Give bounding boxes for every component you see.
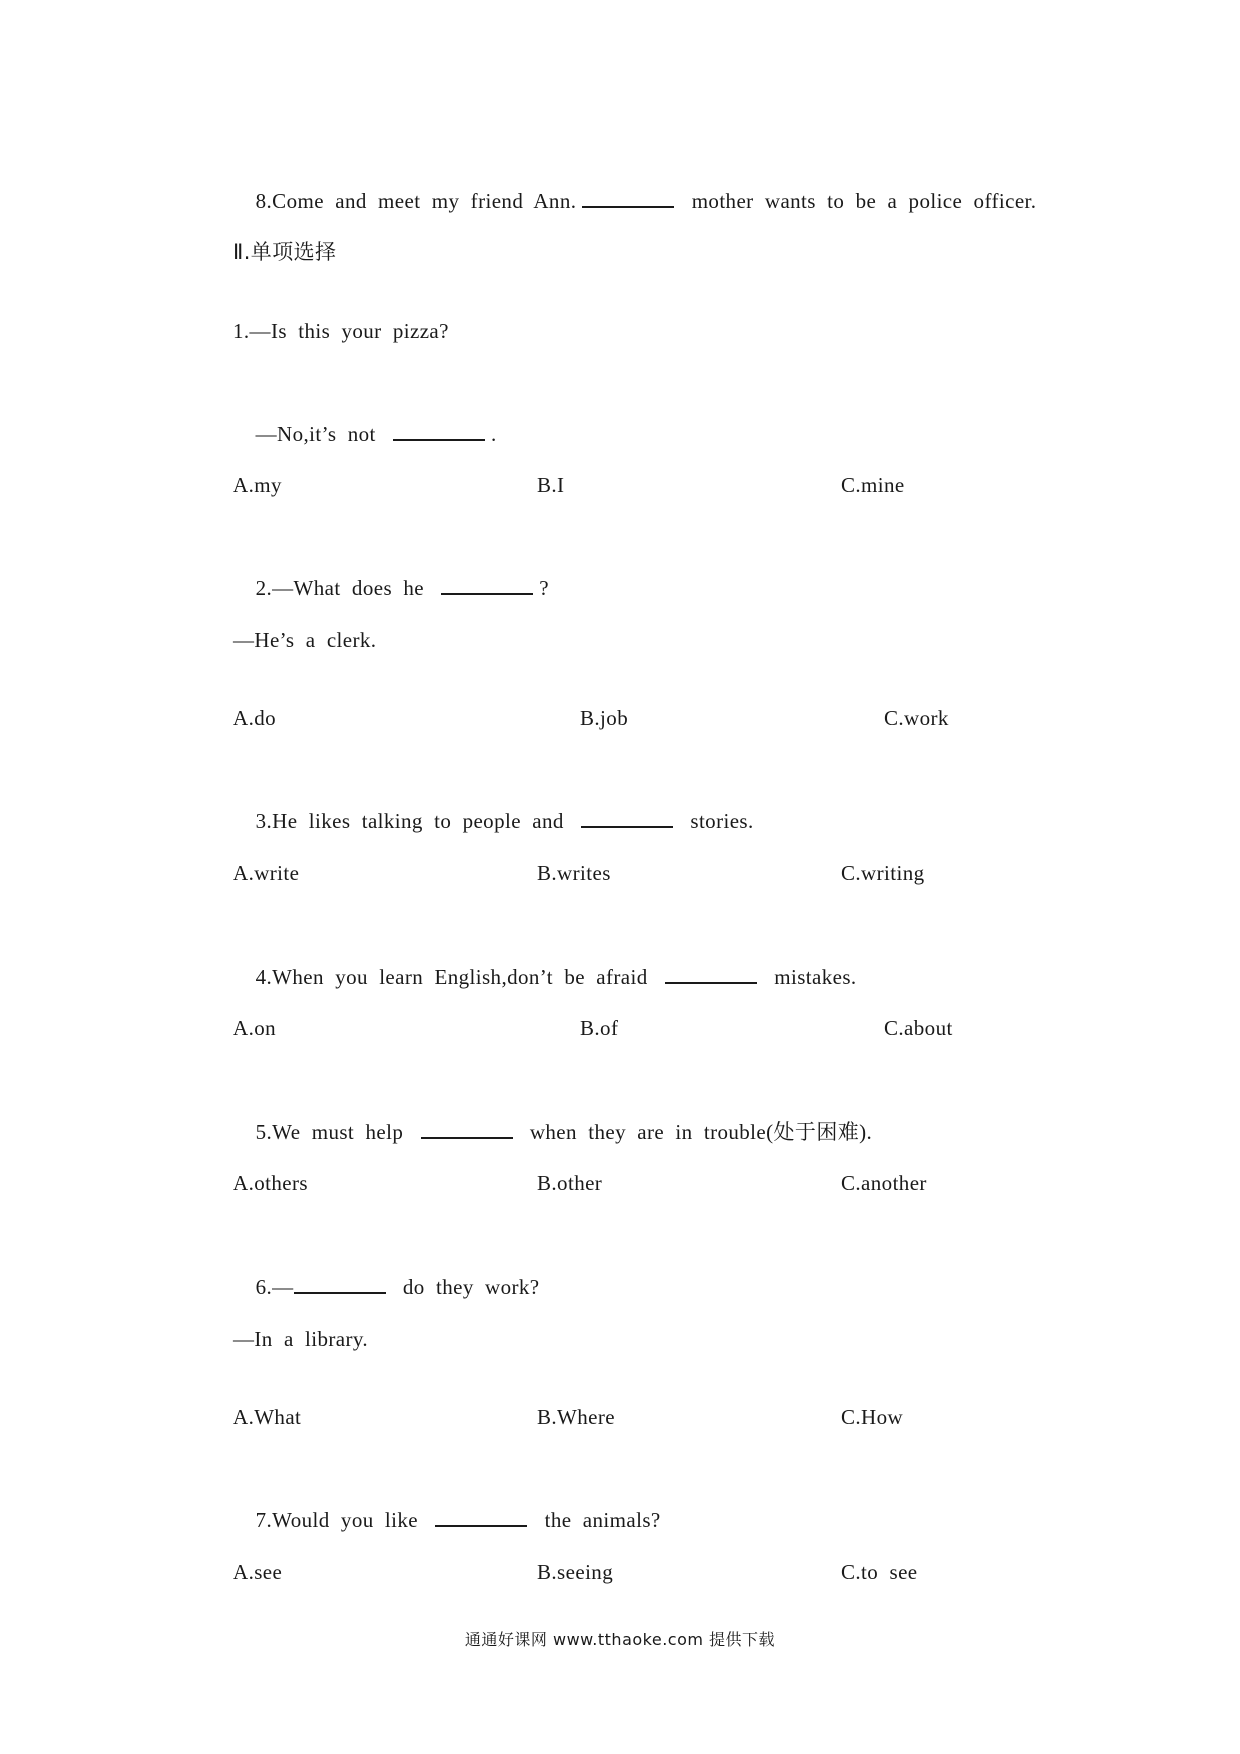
question-1-blank <box>393 421 485 441</box>
question-7-blank <box>435 1507 527 1527</box>
question-4-stem-post: mistakes. <box>762 965 857 989</box>
question-3-stem-pre: 3.He likes talking to people and <box>255 809 576 833</box>
question-7-option-b[interactable]: B.seeing <box>537 1560 614 1584</box>
question-1-answer <box>233 395 497 473</box>
question-8-text-pre: 8.Come and meet my friend Ann. <box>255 189 577 213</box>
question-1-option-a[interactable]: A.my <box>233 473 282 497</box>
question-3-stem-post: stories. <box>679 809 754 833</box>
question-4-option-a[interactable]: A.on <box>233 1016 277 1040</box>
question-6-stem <box>233 1248 540 1326</box>
question-1-stem: 1.—Is this your pizza? <box>233 319 449 343</box>
question-5-option-a[interactable]: A.others <box>233 1171 308 1195</box>
question-2-option-b[interactable]: B.job <box>580 706 629 730</box>
question-4-blank <box>665 964 757 984</box>
section-title: Ⅱ.单项选择 <box>233 240 337 264</box>
question-1-answer-pre: —No,it’s not <box>255 422 388 446</box>
question-6-answer: —In a library. <box>233 1327 369 1351</box>
question-3-option-b[interactable]: B.writes <box>537 861 611 885</box>
question-6-blank <box>294 1274 386 1294</box>
question-3-blank <box>581 808 673 828</box>
question-4-stem-pre: 4.When you learn English,don’t be afraid <box>255 965 659 989</box>
question-2-stem <box>233 549 549 627</box>
question-8-blank <box>582 188 674 208</box>
question-8-stem <box>233 162 1036 240</box>
page-footer: 通通好课网 www.tthaoke.com 提供下载 <box>464 1630 776 1649</box>
question-6-stem-pre: 6.— <box>255 1275 294 1299</box>
question-5-option-c[interactable]: C.another <box>841 1171 927 1195</box>
question-6-option-c[interactable]: C.How <box>841 1405 904 1429</box>
question-4-stem <box>233 938 857 1016</box>
question-7-stem-pre: 7.Would you like <box>255 1508 430 1532</box>
question-6-stem-post: do they work? <box>391 1275 540 1299</box>
question-7-stem-post: the animals? <box>533 1508 661 1532</box>
question-6-option-b[interactable]: B.Where <box>537 1405 616 1429</box>
question-2-blank <box>441 575 533 595</box>
question-4-option-c[interactable]: C.about <box>884 1016 953 1040</box>
question-3-option-c[interactable]: C.writing <box>841 861 925 885</box>
question-6-option-a[interactable]: A.What <box>233 1405 302 1429</box>
question-7-option-a[interactable]: A.see <box>233 1560 283 1584</box>
question-3-stem <box>233 782 754 860</box>
question-3-option-a[interactable]: A.write <box>233 861 300 885</box>
question-7-option-c[interactable]: C.to see <box>841 1560 918 1584</box>
question-2-stem-pre: 2.—What does he <box>255 576 436 600</box>
question-7-stem <box>233 1481 661 1559</box>
question-5-stem-post: when they are in trouble(处于困难). <box>518 1120 873 1144</box>
question-1-option-c[interactable]: C.mine <box>841 473 905 497</box>
question-1-answer-post: . <box>491 422 497 446</box>
question-2-answer: —He’s a clerk. <box>233 628 377 652</box>
question-4-option-b[interactable]: B.of <box>580 1016 619 1040</box>
question-5-stem-pre: 5.We must help <box>255 1120 415 1144</box>
question-2-option-c[interactable]: C.work <box>884 706 949 730</box>
question-5-blank <box>421 1119 513 1139</box>
question-2-stem-post: ? <box>539 576 549 600</box>
question-2-option-a[interactable]: A.do <box>233 706 277 730</box>
question-5-option-b[interactable]: B.other <box>537 1171 603 1195</box>
question-5-stem <box>233 1093 872 1171</box>
question-8-text-post: mother wants to be a police officer. <box>680 189 1037 213</box>
question-1-option-b[interactable]: B.I <box>537 473 565 497</box>
